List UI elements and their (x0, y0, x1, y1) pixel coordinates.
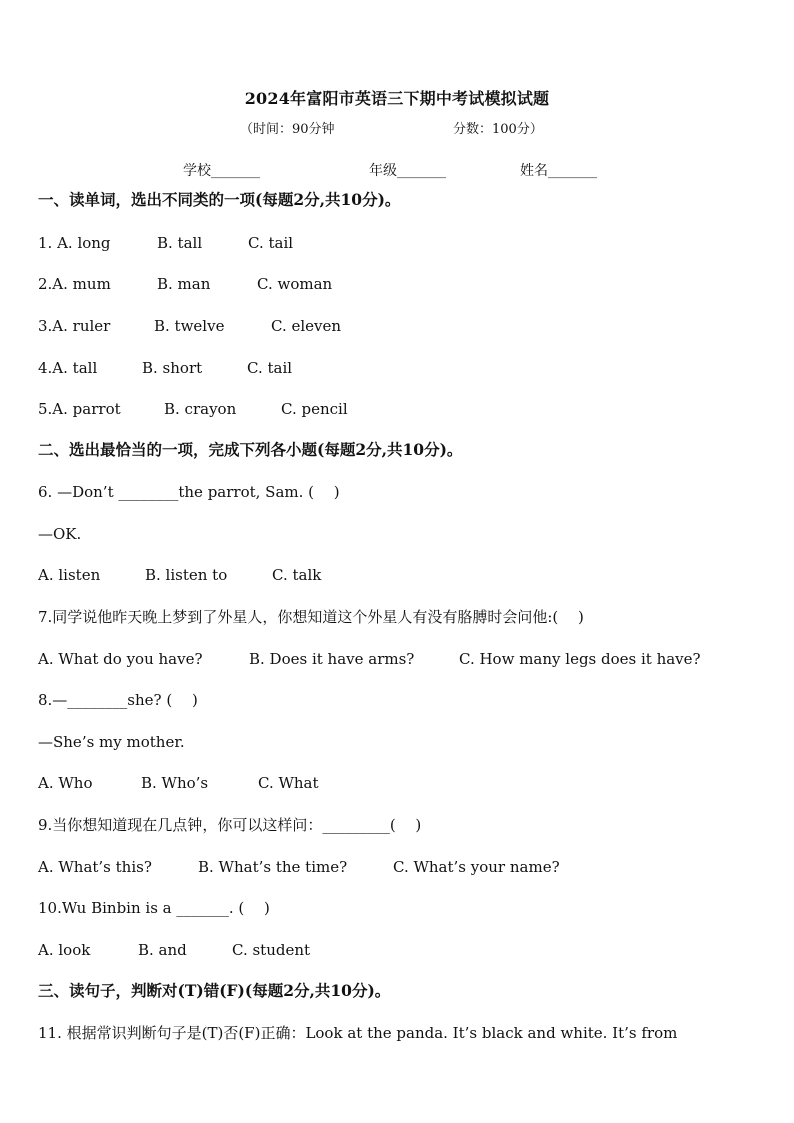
question-1-option-b: B. tall (157, 234, 203, 252)
question-4-option-a: 4.A. tall (38, 359, 98, 377)
name-field: 姓名_______ (520, 163, 597, 179)
exam-meta (0, 118, 794, 138)
question-6-stem: 6. —Don’t ________the parrot, Sam. ( ) (38, 483, 340, 501)
question-7-option-c: C. How many legs does it have? (459, 650, 701, 668)
school-field: 学校_______ (183, 163, 260, 179)
question-6-reply: —OK. (38, 525, 82, 543)
question-6-option-b: B. listen to (145, 566, 228, 584)
question-10-option-a: A. look (38, 941, 91, 959)
grade-field: 年级_______ (369, 163, 446, 179)
question-3-option-a: 3.A. ruler (38, 317, 111, 335)
question-6-option-a: A. listen (38, 566, 101, 584)
question-2-option-b: B. man (157, 275, 211, 293)
question-9-option-a: A. What’s this? (38, 858, 152, 876)
question-9-option-c: C. What’s your name? (393, 858, 560, 876)
question-7-stem: 7.同学说他昨天晚上梦到了外星人，你想知道这个外星人有没有胳膊时会问他:( ) (38, 608, 584, 626)
question-5-option-b: B. crayon (164, 400, 237, 418)
question-10-stem: 10.Wu Binbin is a _______. ( ) (38, 899, 270, 917)
question-1-option-a: 1. A. long (38, 234, 111, 252)
question-3-option-c: C. eleven (271, 317, 342, 335)
question-8-option-b: B. Who’s (141, 774, 209, 792)
section-2-heading: 二、选出最恰当的一项，完成下列各小题(每题2分,共10分)。 (38, 440, 463, 459)
question-9-option-b: B. What’s the time? (198, 858, 348, 876)
question-8-option-c: C. What (258, 774, 319, 792)
question-3-option-b: B. twelve (154, 317, 225, 335)
question-8-reply: —She’s my mother. (38, 733, 185, 751)
question-2-option-c: C. woman (257, 275, 333, 293)
page-title: 2024年富阳市英语三下期中考试模拟试题 (244, 89, 550, 108)
question-6-option-c: C. talk (272, 566, 322, 584)
question-11-stem: 11. 根据常识判断句子是(T)否(F)正确：Look at the panda. It’s black and white. It’s from (38, 1024, 678, 1042)
exam-time: （时间：90分钟 (240, 122, 335, 137)
question-7-option-b: B. Does it have arms? (249, 650, 415, 668)
question-5-option-c: C. pencil (281, 400, 348, 418)
section-1-heading: 一、读单词，选出不同类的一项(每题2分,共10分)。 (38, 190, 401, 209)
section-3-heading: 三、读句子，判断对(T)错(F)(每题2分,共10分)。 (38, 981, 391, 1000)
question-8-option-a: A. Who (38, 774, 93, 792)
question-8-stem: 8.—________she? ( ) (38, 691, 198, 709)
question-1-option-c: C. tail (248, 234, 294, 252)
question-5-option-a: 5.A. parrot (38, 400, 121, 418)
question-9-stem: 9.当你想知道现在几点钟，你可以这样问：_________( ) (38, 816, 422, 834)
question-4-option-c: C. tail (247, 359, 293, 377)
question-10-option-b: B. and (138, 941, 187, 959)
question-7-option-a: A. What do you have? (38, 650, 203, 668)
question-2-option-a: 2.A. mum (38, 275, 111, 293)
question-4-option-b: B. short (142, 359, 203, 377)
question-10-option-c: C. student (232, 941, 311, 959)
exam-score: 分数：100分） (453, 122, 543, 137)
student-info (0, 160, 794, 180)
